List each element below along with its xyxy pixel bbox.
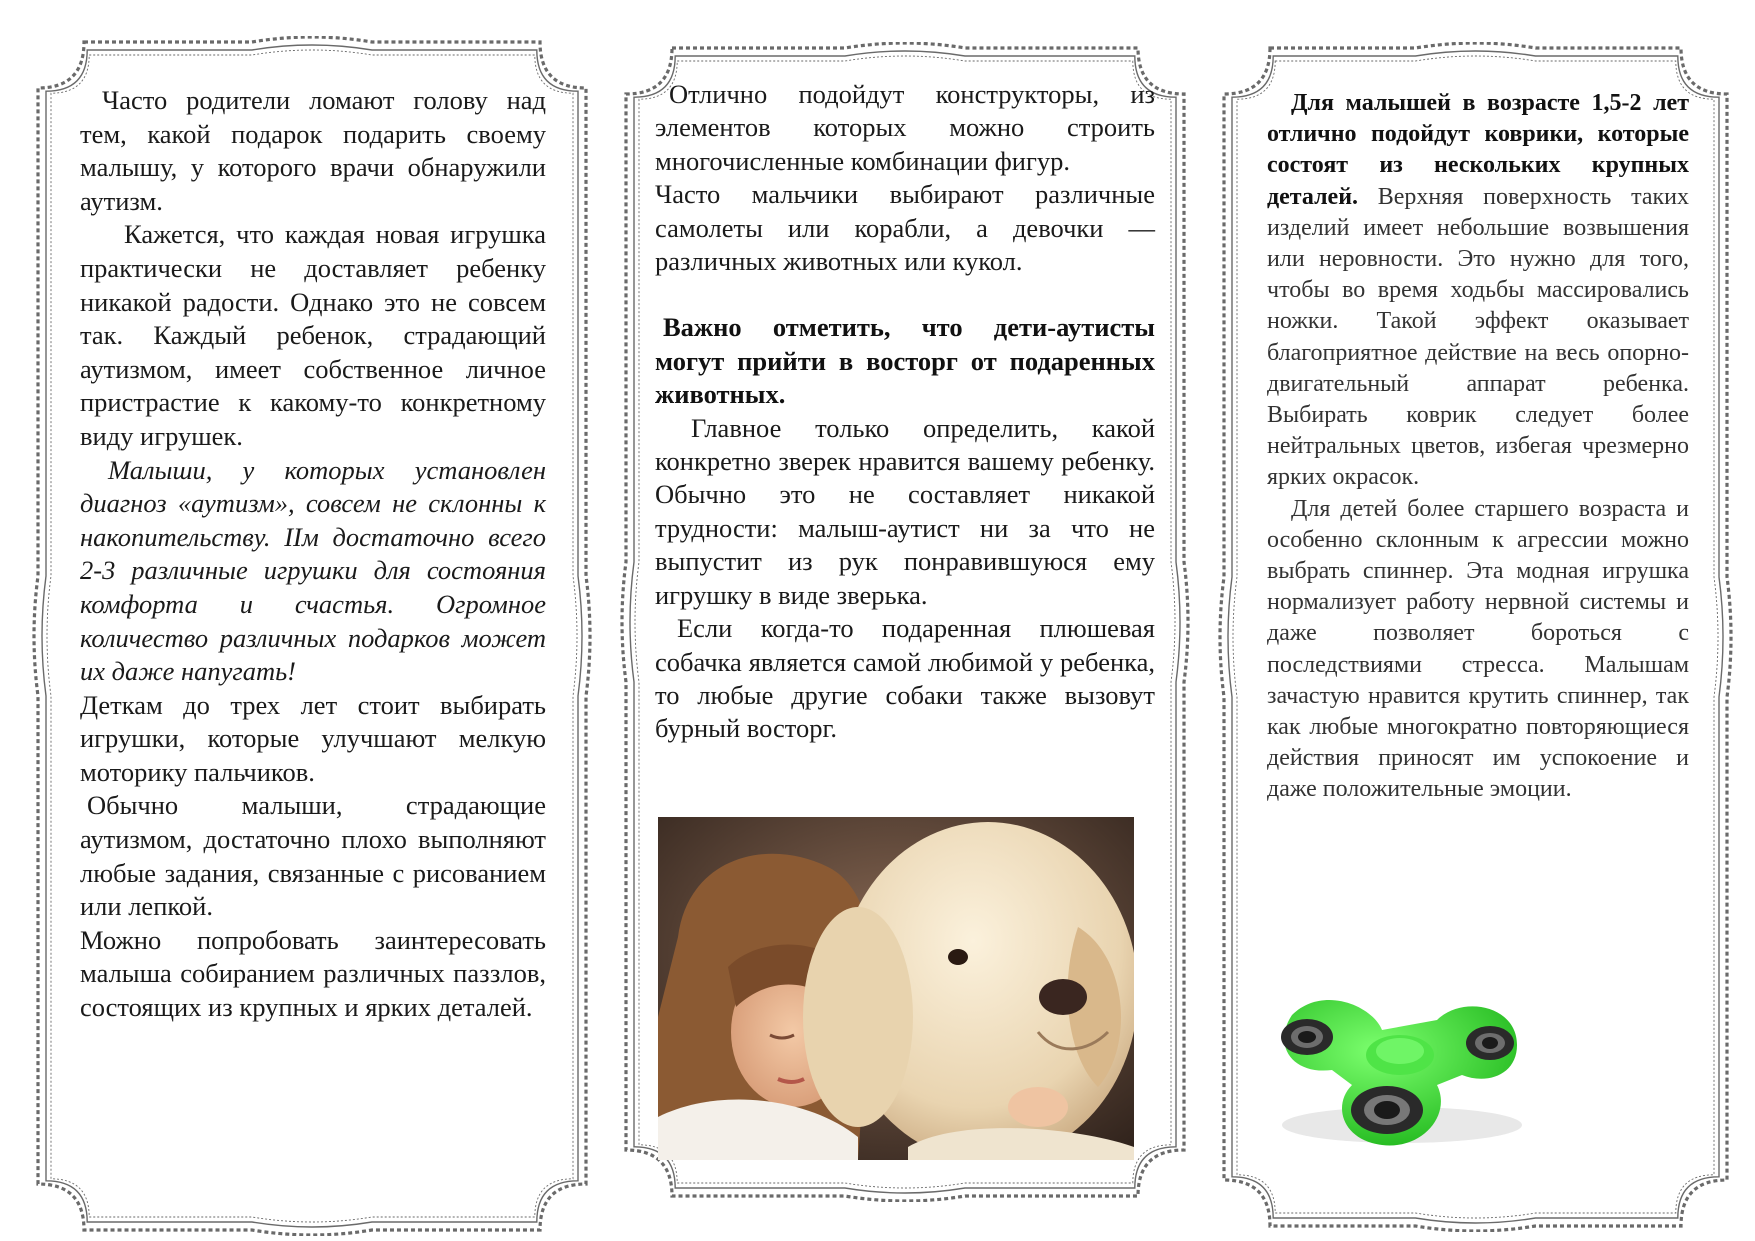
column-left-text xyxy=(80,84,546,1025)
paragraph: Главное только определить, какой конкретно зверек нравится вашему ребенку. Обычно это не составляет никакой трудности: малыш-аутист ни за что не выпустит из рук понравившуюся ему игрушку в виде зверька. xyxy=(655,412,1155,610)
paragraph: Часто мальчики выбирают различные самолеты или корабли, а девочки — различных животных или кукол. xyxy=(655,179,1155,277)
fidget-spinner-image xyxy=(1262,975,1532,1155)
paragraph: Обычно малыши, страдающие аутизмом, достаточно плохо выполняют любые задания, связанные с рисованием или лепкой. xyxy=(80,790,546,922)
spacer xyxy=(655,278,1155,311)
paragraph-italic: Малыши, у которых установлен диагноз «аутизм», совсем не склонны к накопительству. ІІм достаточно всего 2-3 различные игрушки для состояния комфорта и счастья. Огромное количество различных подарков может их даже напугать! xyxy=(80,454,546,687)
column-right-text xyxy=(1267,88,1689,806)
paragraph-bold: Важно отметить, что дети-аутисты могут прийти в восторг от подаренных животных. xyxy=(655,312,1155,410)
paragraph: Кажется, что каждая новая игрушка практически не доставляет ребенку никакой радости. Однако это не совсем так. Каждый ребенок, страдающий аутизмом, имеет собственное личное пристрастие к какому-то конкретному виду игрушек. xyxy=(80,219,546,451)
paragraph: Отлично подойдут конструкторы, из элементов которых можно строить многочисленные комбинации фигур. xyxy=(655,79,1155,176)
paragraph-bold-lead: Для малышей в возрасте 1,5-2 лет отлично подойдут коврики, которые состоят из нескольких крупных деталей. xyxy=(1267,90,1689,210)
column-middle-text xyxy=(655,78,1155,746)
paragraph: Деткам до трех лет стоит выбирать игрушки, которые улучшают мелкую моторику пальчиков. xyxy=(80,689,546,787)
girl-with-dog-photo xyxy=(658,817,1134,1160)
paragraph: Для детей более старшего возраста и особенно склонным к агрессии можно выбрать спиннер. Эта модная игрушка нормализует работу нервной системы и даже позволяет бороться с последствиями стресса. Малышам зачастую нравится крутить спиннер, так как любые многократно повторяющиеся действия приносят им успокоение и даже положительные эмоции. xyxy=(1267,495,1689,803)
paragraph: Можно попробовать заинтересовать малыша собиранием различных паззлов, состоящих из крупных и ярких деталей. xyxy=(80,924,546,1023)
paragraph: Часто родители ломают голову над тем, какой подарок подарить своему малышу, у которого врачи обнаружили аутизм. xyxy=(80,85,546,216)
paragraph-rest: Верхняя поверхность таких изделий имеет небольшие возвышения или неровности. Это нужно для того, чтобы во время ходьбы массировались ножки. Такой эффект оказывает благоприятное действие на весь опорно-двигательный аппарат ребенка. Выбирать коврик следует более нейтральных цветов, избегая чрезмерно ярких окрасок. xyxy=(1267,183,1689,491)
paragraph: Если когда-то подаренная плюшевая собачка является самой любимой у ребенка, то любые другие собаки также вызовут бурный восторг. xyxy=(655,613,1155,744)
